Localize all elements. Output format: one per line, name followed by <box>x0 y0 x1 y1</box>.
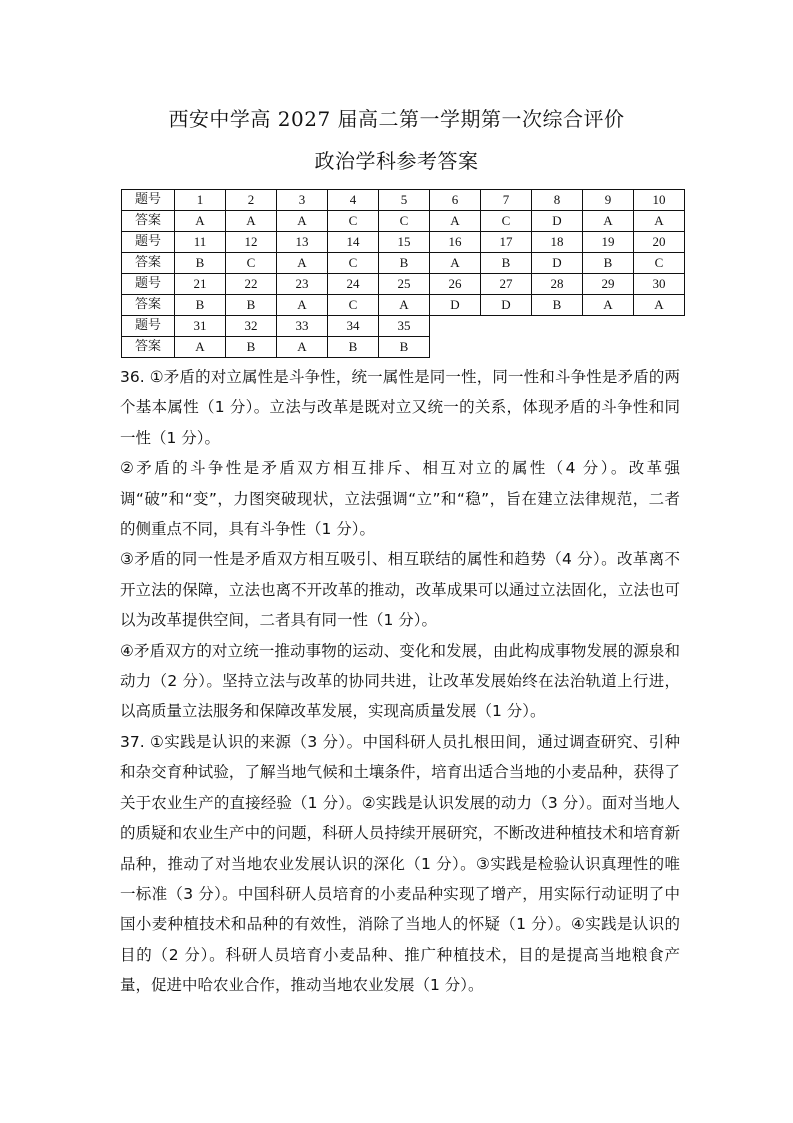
answer-letter: A <box>430 253 481 274</box>
question-number: 21 <box>175 274 226 295</box>
question-row <box>122 190 685 211</box>
question-number: 11 <box>175 232 226 253</box>
question-row <box>122 316 685 337</box>
answer-letter: B <box>481 253 532 274</box>
answer-letter: B <box>583 253 634 274</box>
question-row <box>122 274 685 295</box>
question-number: 20 <box>634 232 685 253</box>
answer-36-part2: ②矛盾的斗争性是矛盾双方相互排斥、相互对立的属性（4 分）。改革强调“破”和“变”，力图突破现状，立法强调“立”和“稳”，旨在建立法律规范，二者的侧重点不同，具有斗争性（1 分）。 <box>120 459 680 539</box>
row-label-question: 题号 <box>122 274 175 295</box>
answer-letter: C <box>328 253 379 274</box>
empty-cell <box>583 337 634 358</box>
row-label-answer: 答案 <box>122 295 175 316</box>
question-number: 4 <box>328 190 379 211</box>
question-number: 31 <box>175 316 226 337</box>
question-number: 2 <box>226 190 277 211</box>
answer-letter: D <box>481 295 532 316</box>
question-number: 23 <box>277 274 328 295</box>
answer-letter: A <box>277 253 328 274</box>
answer-letter: B <box>532 295 583 316</box>
question-row <box>122 232 685 253</box>
answer-letter: A <box>277 211 328 232</box>
empty-cell <box>481 337 532 358</box>
answer-letter: D <box>532 253 583 274</box>
answer-table <box>121 189 685 358</box>
answer-letter: B <box>328 337 379 358</box>
question-number: 14 <box>328 232 379 253</box>
question-number: 18 <box>532 232 583 253</box>
empty-cell <box>634 316 685 337</box>
answer-letter: A <box>634 295 685 316</box>
answer-row <box>122 211 685 232</box>
answer-letter: C <box>226 253 277 274</box>
question-number: 5 <box>379 190 430 211</box>
question-number: 28 <box>532 274 583 295</box>
row-label-answer: 答案 <box>122 337 175 358</box>
question-number: 9 <box>583 190 634 211</box>
answer-37: 37. ①实践是认识的来源（3 分）。中国科研人员扎根田间，通过调查研究、引种和杂交育种试验，了解当地气候和土壤条件，培育出适合当地的小麦品种，获得了关于农业生产的直接经验（1 分）。②实践是认识发展的动力（3 分）。面对当地人的质疑和农业生产中的问题，科研人员持续开展研究，不断改进种植技术和培育新品种，推动了对当地农业发展认识的深化（1 分）。③实践是检验认识真理性的唯一标准（3 分）。中国科研人员培育的小麦品种实现了增产，用实际行动证明了中国小麦种植技术和品种的有效性，消除了当地人的怀疑（1 分）。④实践是认识的目的（2 分）。科研人员培育小麦品种、推广种植技术，目的是提高当地粮食产量，促进中哈农业合作，推动当地农业发展（1 分）。 <box>120 732 680 995</box>
question-number: 33 <box>277 316 328 337</box>
question-number: 24 <box>328 274 379 295</box>
answer-row <box>122 253 685 274</box>
empty-cell <box>430 316 481 337</box>
empty-cell <box>481 316 532 337</box>
answer-letter: A <box>175 211 226 232</box>
answer-letter: A <box>583 295 634 316</box>
answer-explanations <box>120 362 680 1001</box>
row-label-answer: 答案 <box>122 211 175 232</box>
question-number: 12 <box>226 232 277 253</box>
document-title: 西安中学高 2027 届高二第一学期第一次综合评价 <box>168 107 625 131</box>
answer-letter: D <box>430 295 481 316</box>
question-number: 15 <box>379 232 430 253</box>
answer-letter: A <box>583 211 634 232</box>
answer-letter: C <box>328 295 379 316</box>
answer-letter: B <box>226 295 277 316</box>
answer-row <box>122 337 685 358</box>
question-number: 7 <box>481 190 532 211</box>
answer-letter: A <box>277 337 328 358</box>
answer-letter: A <box>226 211 277 232</box>
question-number: 1 <box>175 190 226 211</box>
question-number: 29 <box>583 274 634 295</box>
row-label-question: 题号 <box>122 232 175 253</box>
answer-36-part3: ③矛盾的同一性是矛盾双方相互吸引、相互联结的属性和趋势（4 分）。改革离不开立法的保障，立法也离不开改革的推动，改革成果可以通过立法固化，立法也可以为改革提供空间，二者具有同一性（1 分）。 <box>120 550 680 630</box>
row-label-answer: 答案 <box>122 253 175 274</box>
question-number: 35 <box>379 316 430 337</box>
question-number: 25 <box>379 274 430 295</box>
row-label-question: 题号 <box>122 190 175 211</box>
question-number: 17 <box>481 232 532 253</box>
answer-letter: B <box>175 295 226 316</box>
answer-letter: A <box>634 211 685 232</box>
answer-letter: A <box>379 295 430 316</box>
question-number: 16 <box>430 232 481 253</box>
answer-row <box>122 295 685 316</box>
answer-letter: A <box>175 337 226 358</box>
question-number: 26 <box>430 274 481 295</box>
answer-letter: B <box>379 337 430 358</box>
answer-letter: C <box>328 211 379 232</box>
answer-letter: C <box>379 211 430 232</box>
question-number: 27 <box>481 274 532 295</box>
empty-cell <box>583 316 634 337</box>
question-number: 8 <box>532 190 583 211</box>
document-subtitle: 政治学科参考答案 <box>314 149 479 173</box>
answer-letter: A <box>277 295 328 316</box>
empty-cell <box>532 337 583 358</box>
answer-letter: D <box>532 211 583 232</box>
question-number: 6 <box>430 190 481 211</box>
answer-letter: C <box>634 253 685 274</box>
row-label-question: 题号 <box>122 316 175 337</box>
question-number: 13 <box>277 232 328 253</box>
answer-letter: B <box>379 253 430 274</box>
question-number: 3 <box>277 190 328 211</box>
empty-cell <box>532 316 583 337</box>
question-number: 22 <box>226 274 277 295</box>
question-number: 30 <box>634 274 685 295</box>
answer-letter: B <box>175 253 226 274</box>
empty-cell <box>430 337 481 358</box>
question-number: 32 <box>226 316 277 337</box>
question-number: 10 <box>634 190 685 211</box>
answer-36-part4: ④矛盾双方的对立统一推动事物的运动、变化和发展，由此构成事物发展的源泉和动力（2 分）。坚持立法与改革的协同共进，让改革发展始终在法治轨道上行进，以高质量立法服务和保障改革发展，实现高质量发展（1 分）。 <box>120 641 680 721</box>
question-number: 34 <box>328 316 379 337</box>
answer-letter: C <box>481 211 532 232</box>
empty-cell <box>634 337 685 358</box>
answer-letter: A <box>430 211 481 232</box>
question-number: 19 <box>583 232 634 253</box>
answer-36-part1: 36. ①矛盾的对立属性是斗争性，统一属性是同一性，同一性和斗争性是矛盾的两个基本属性（1 分）。立法与改革是既对立又统一的关系，体现矛盾的斗争性和同一性（1 分）。 <box>120 368 680 447</box>
answer-letter: B <box>226 337 277 358</box>
